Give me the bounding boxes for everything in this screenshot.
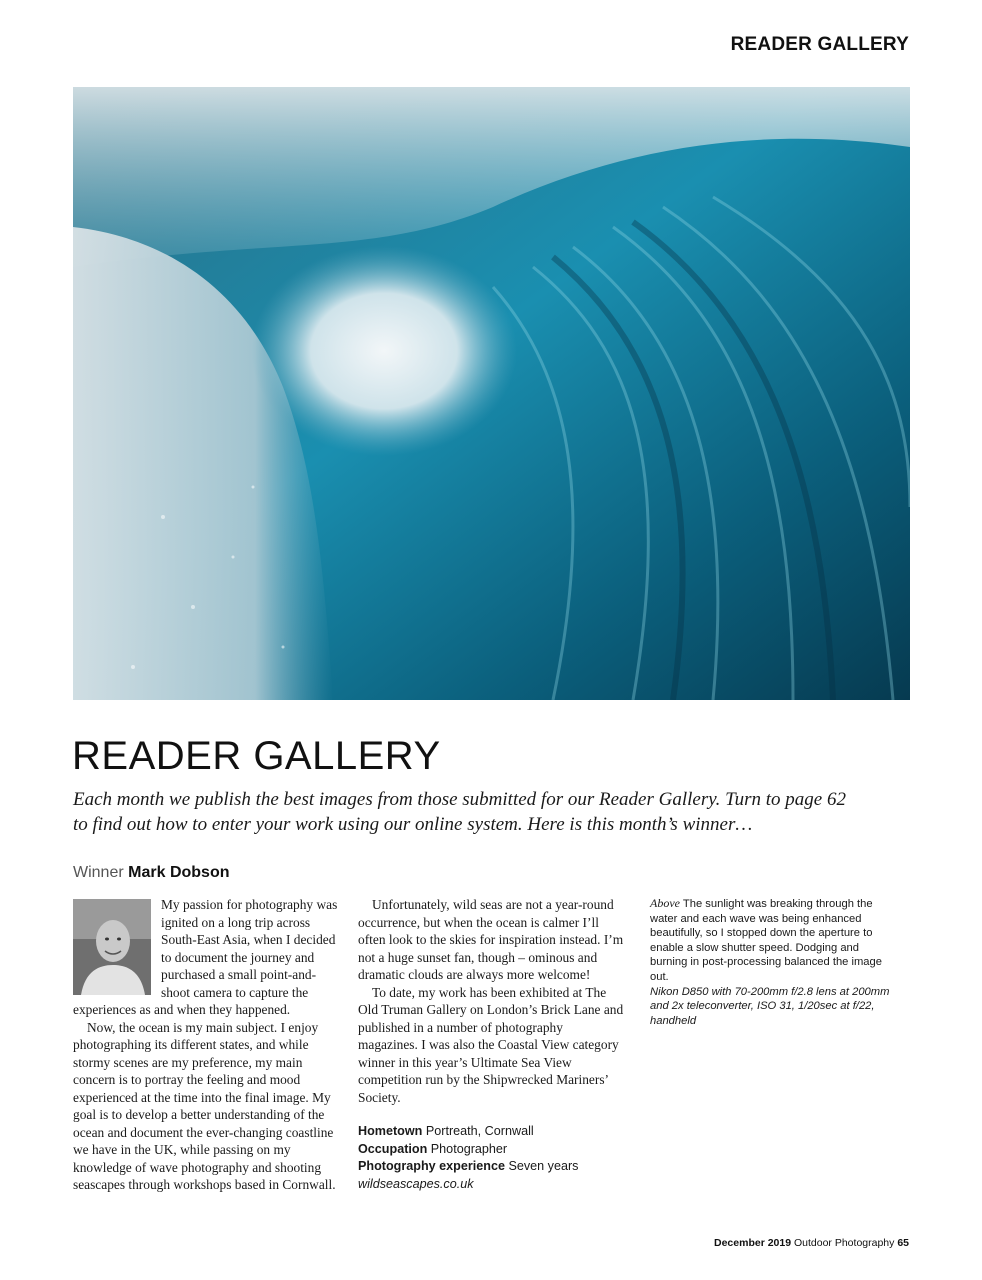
article-paragraph: Now, the ocean is my main subject. I enjoy photographing its different states, and while stormy scenes are my preference, my main concern is to portray the feeling and mood experienced at the time into the final image. My goal is to develop a better understanding of the ocean and document the ever-changing coastline we have in the UK, while passing on my knowledge of wave photography and shooting seascapes through workshops based in Cornwall. <box>73 1019 336 1192</box>
fact-label: Hometown <box>358 1124 423 1138</box>
fact-value: Seven years <box>508 1159 579 1173</box>
winner-label: Winner <box>73 864 124 881</box>
caption-text <box>650 896 890 985</box>
fact-occupation <box>358 1141 624 1159</box>
caption-body: The sunlight was breaking through the water and each wave was being enhanced beautifully, so I stopped down the aperture to enable a slow shutter speed. Dodging and burning in post-processing balanced the image out. <box>650 898 882 983</box>
fact-label: Photography experience <box>358 1159 505 1173</box>
fact-value: Photographer <box>430 1141 508 1156</box>
fact-box <box>358 1123 624 1193</box>
article-paragraph: To date, my work has been exhibited at The Old Truman Gallery on London’s Brick Lane and published in a number of photography magazines. I was also the Coastal View category winner in this year’s Ultimate Sea View competition run by the Shipwrecked Mariners’ Society. <box>358 984 624 1105</box>
page-title: READER GALLERY <box>72 734 441 778</box>
website-link[interactable]: wildseascapes.co.uk <box>358 1176 474 1191</box>
photo-caption <box>650 896 890 1028</box>
page-number: 65 <box>897 1237 909 1249</box>
article-paragraph: Unfortunately, wild seas are not a year-round occurrence, but when the ocean is calmer I’ll often look to the skies for inspiration instead. I’m not a huge sunset fan, though – ominous and dramatic clouds are always more welcome! <box>358 897 624 982</box>
caption-tech-details: Nikon D850 with 70-200mm f/2.8 lens at 200mm and 2x teleconverter, ISO 31, 1/20sec at f/22, handheld <box>650 985 890 1027</box>
fact-hometown <box>358 1123 624 1141</box>
photographer-portrait <box>73 899 151 995</box>
intro-text: Each month we publish the best images from those submitted for our Reader Gallery. Turn to page 62 to find out how to enter your work using our online system. Here is this month’s winner… <box>73 789 846 835</box>
fact-experience <box>358 1158 624 1176</box>
fact-label: Occupation <box>358 1141 428 1156</box>
page-footer <box>714 1237 909 1249</box>
section-header: READER GALLERY <box>730 34 909 55</box>
portrait-illustration <box>73 899 151 995</box>
wave-photo-illustration <box>73 87 910 700</box>
article-paragraph: My passion for photography was ignited on a long trip across South-East Asia, when I decided to document the journey and purchased a small point-and-shoot camera to capture the experiences as and when they happened. <box>73 897 338 1017</box>
caption-lead: Above <box>650 896 680 910</box>
footer-magazine: Outdoor Photography <box>793 1237 895 1249</box>
hero-photo <box>73 87 910 700</box>
article-column-1 <box>73 896 339 1194</box>
winner-line <box>73 864 229 882</box>
article-column-2 <box>358 896 624 1193</box>
winner-name: Mark Dobson <box>128 864 230 881</box>
footer-date: December 2019 <box>714 1237 792 1249</box>
fact-value: Portreath, Cornwall <box>425 1124 534 1138</box>
